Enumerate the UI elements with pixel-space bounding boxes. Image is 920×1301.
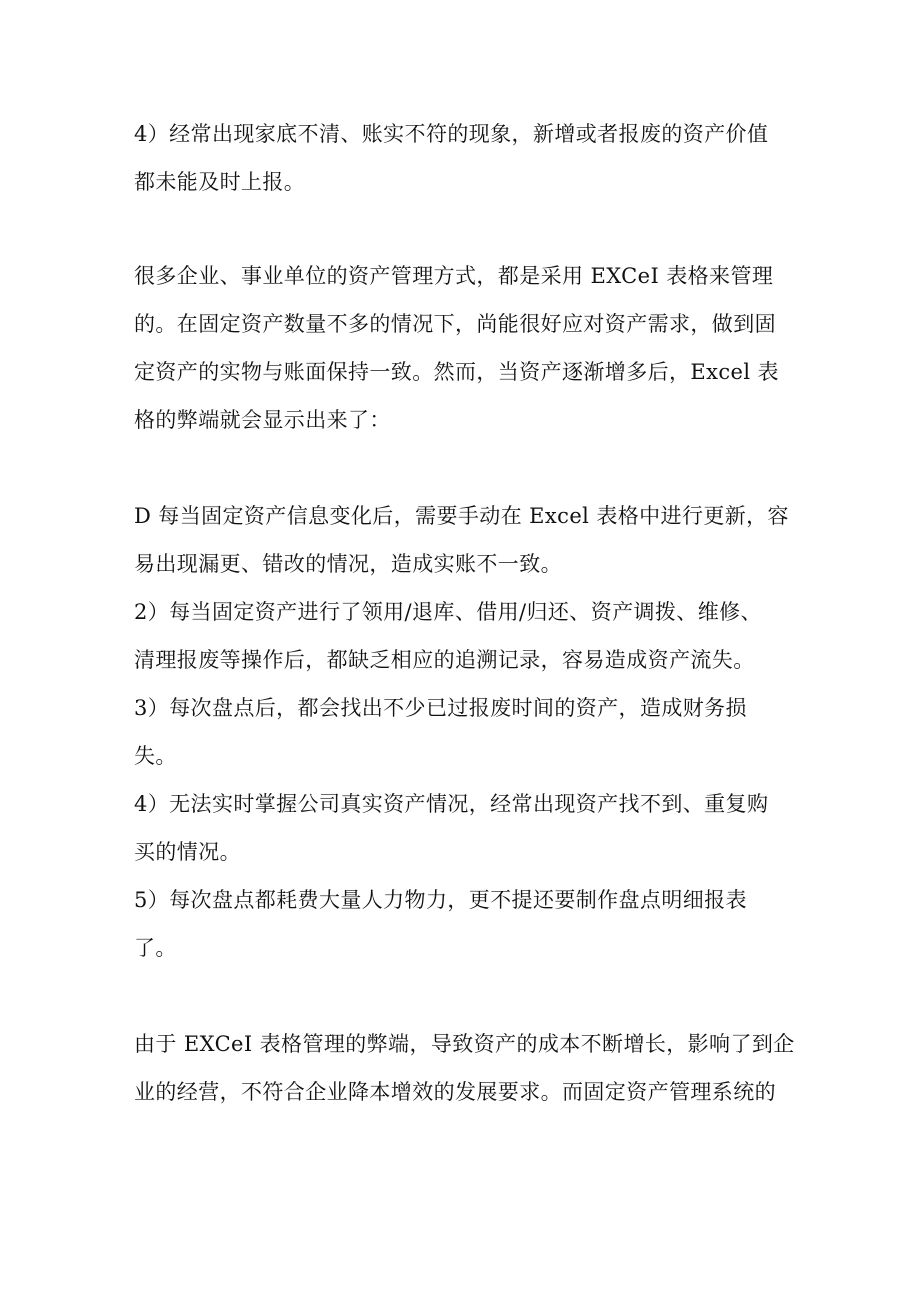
list-item-2-line-1: 2）每当固定资产进行了领用/退库、借用/归还、资产调拨、维修、 [134,600,762,624]
list-item-5-line-1: 5）每次盘点都耗费大量人力物力，更不提还要制作盘点明细报表 [134,888,747,912]
list-item-4-line-2: 买的情况。 [134,840,241,864]
paragraph-3-line-2: 业的经营，不符合企业降本增效的发展要求。而固定资产管理系统的 [134,1080,776,1104]
list-item-2-line-2: 清理报废等操作后，都缺乏相应的追溯记录，容易造成资产流失。 [134,648,755,672]
paragraph-2-line-4: 格的弊端就会显示出来了： [134,408,391,432]
list-item-3-line-2: 失。 [134,744,177,768]
paragraph-2-line-1: 很多企业、事业单位的资产管理方式，都是采用 EXCeI 表格来管理 [134,264,774,288]
paragraph-3-line-1: 由于 EXCeI 表格管理的弊端，导致资产的成本不断增长，影响了到企 [134,1032,795,1056]
list-item-3-line-1: 3）每次盘点后，都会找出不少已过报废时间的资产，造成财务损 [134,696,747,720]
paragraph-2-line-2: 的。在固定资产数量不多的情况下，尚能很好应对资产需求，做到固 [134,312,776,336]
paragraph-1-line-2: 都未能及时上报。 [134,170,306,194]
list-item-5-line-2: 了。 [134,936,177,960]
paragraph-2-line-3: 定资产的实物与账面保持一致。然而，当资产逐渐增多后，Excel 表 [134,360,779,384]
paragraph-1-line-1: 4）经常出现家底不清、账实不符的现象，新增或者报废的资产价值 [134,122,769,146]
list-item-1-line-2: 易出现漏更、错改的情况，造成实账不一致。 [134,552,562,576]
list-item-1-line-1: D 每当固定资产信息变化后，需要手动在 Excel 表格中进行更新，容 [134,504,789,528]
list-item-4-line-1: 4）无法实时掌握公司真实资产情况，经常出现资产找不到、重复购 [134,792,769,816]
